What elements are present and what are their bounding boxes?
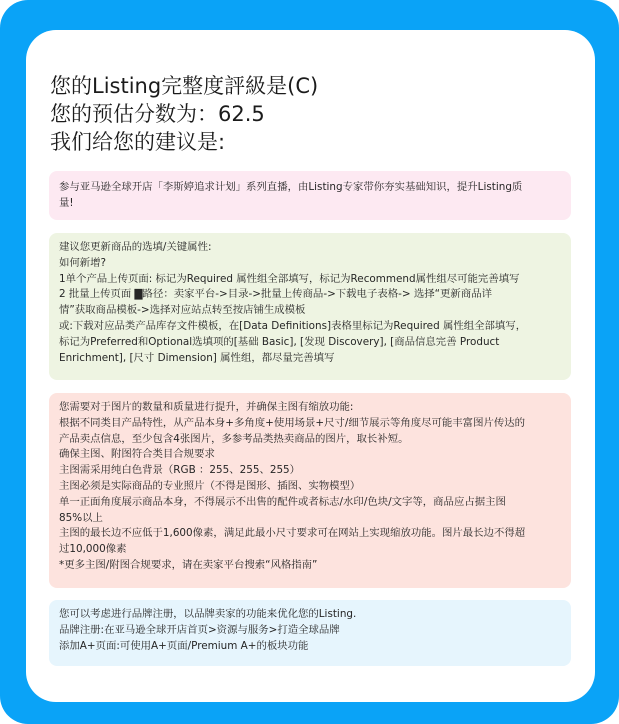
attributes-line: 2 批量上传页面 ▇路径：卖家平台->目录->批量上传商品->下载电子表格-> 选择“更新商品详 xyxy=(59,288,492,301)
attributes-line: 情”获取商品模板->选择对应站点转至按店铺生成模板 xyxy=(59,304,306,317)
images-line: 产品卖点信息，至少包含4张图片，多参考品类热卖商品的图片，取长补短。 xyxy=(59,432,409,445)
report-card xyxy=(26,30,595,702)
images-line: 确保主图、附图符合类目合规要求 xyxy=(59,448,215,461)
suggestions-title: 我们给您的建议是: xyxy=(50,130,226,154)
images-line: 您需要对于图片的数量和质量进行提升，并确保主图有缩放功能: xyxy=(59,401,354,413)
attributes-line: 建议您更新商品的选填/关键属性: xyxy=(59,241,212,253)
images-line: 主图需采用纯白色背景（RGB ：255、255、255） xyxy=(59,464,301,477)
images-line: 根据不同类目产品特性，从产品本身+多角度+使用场景+尺寸/细节展示等角度尽可能丰富图片传达的 xyxy=(59,416,526,429)
images-suggestion-box xyxy=(49,393,571,588)
brand-line: 品牌注册:在亚马逊全球开店首页>资源与服务>打造全球品牌 xyxy=(59,623,340,636)
notice-line: 参与亚马逊全球开店「李斯婷追求计划」系列直播，由Listing专家带你夯实基础知识，提升Listing质 xyxy=(59,181,523,193)
images-line: 85%以上 xyxy=(59,511,103,524)
attributes-line: Enrichment], [尺寸 Dimension] 属性组，都尽量完善填写 xyxy=(59,351,335,364)
images-line: *更多主图/附图合规要求，请在卖家平台搜索“风格指南” xyxy=(59,558,318,571)
brand-line: 您可以考虑进行品牌注册，以品牌卖家的功能来优化您的Listing. xyxy=(59,608,357,620)
images-line: 主图的最长边不应低于1,600像素，满足此最小尺寸要求可在网站上实现缩放功能。图片最长边不得超 xyxy=(59,527,526,540)
images-line: 单一正面角度展示商品本身，不得展示不出售的配件或者标志/水印/色块/文字等，商品应占据主图 xyxy=(59,495,506,508)
attributes-line: 或:下载对应品类产品库存文件模板，在[Data Definitions]表格里标记为Required 属性组全部填写， xyxy=(59,319,527,332)
images-line: 过10,000像素 xyxy=(59,543,127,556)
attributes-line: 1单个产品上传页面: 标记为Required 属性组全部填写，标记为Recommend属性组尽可能完善填写 xyxy=(59,272,520,285)
images-line: 主图必须是实际商品的专业照片（不得是图形、插图、实物模型） xyxy=(59,479,361,492)
brand-registry-box xyxy=(49,600,571,666)
notice-line: 量! xyxy=(59,196,74,209)
livestream-notice-box xyxy=(49,171,571,220)
estimated-score: 您的预估分数为：62.5 xyxy=(50,102,265,126)
attributes-line: 标记为Preferred和Optional选填项的[基础 Basic], [发现 Discovery], [商品信息完善 Product xyxy=(59,335,500,348)
report-header xyxy=(50,72,570,156)
attributes-suggestion-box xyxy=(49,233,571,380)
brand-line: 添加A+页面:可使用A+页面/Premium A+的板块功能 xyxy=(59,639,309,652)
attributes-line: 如何新增? xyxy=(59,256,107,269)
listing-grade: 您的Listing完整度評級是(C) xyxy=(50,74,319,98)
